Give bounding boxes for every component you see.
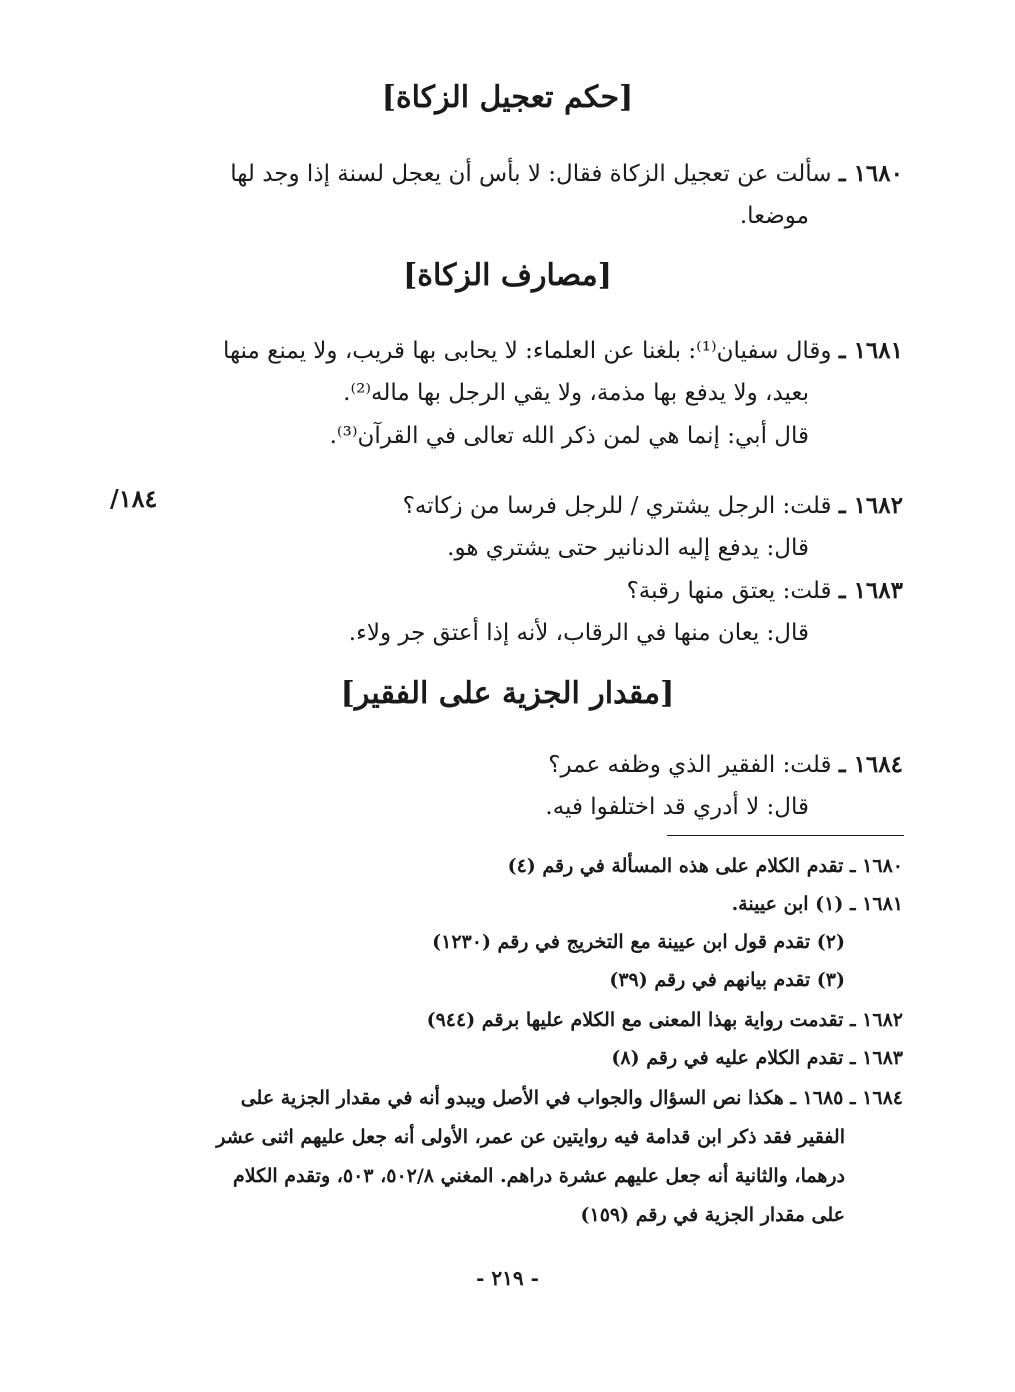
margin-page-reference: ١٨٤/	[110, 484, 158, 513]
heading-zakat-advance: [حكم تعجيل الزكاة]	[381, 80, 634, 115]
footnote-1684-line2: الفقير فقد ذكر ابن قدامة فيه روايتين عن عمر، الأولى أنه جعل عليهم اثنى عشر	[216, 1126, 845, 1148]
footnote-1681-1: ١٦٨١ ـ (١) ابن عيينة.	[731, 893, 903, 915]
heading-jizya-poor: [مقدار الجزية على الفقير]	[340, 676, 675, 711]
footnote-1684-line1: ١٦٨٤ ـ ١٦٨٥ ـ هكذا نص السؤال والجواب في الأصل ويبدو أنه في مقدار الجزية على	[240, 1087, 903, 1109]
entry-text: قلت: الفقير الذي وظفه عمر؟	[548, 752, 832, 778]
entry-1683-line2: قال: يعان منها في الرقاب، لأنه إذا أعتق جر ولاء.	[348, 620, 809, 646]
entry-text: قلت: الرجل يشتري / للرجل فرسا من زكاته؟	[402, 493, 832, 519]
entry-1681-line2: بعيد، ولا يدفع بها مذمة، ولا يقي الرجل بها ماله⁽²⁾.	[343, 380, 809, 406]
entry-1684-line1	[548, 743, 903, 787]
entry-number: ١٦٨١ ـ	[838, 337, 903, 364]
entry-text: قلت: يعتق منها رقبة؟	[626, 578, 832, 604]
entry-1682-line1	[403, 484, 903, 528]
footnote-1684-line3: درهما، والثانية أنه جعل عليهم عشرة دراهم. المغني ٥٠٢/٨، ٥٠٣، وتقدم الكلام	[233, 1165, 845, 1187]
entry-1680-line2: موضعا.	[739, 203, 809, 229]
footnote-1682: ١٦٨٢ ـ تقدمت رواية بهذا المعنى مع الكلام عليها برقم (٩٤٤)	[426, 1009, 903, 1031]
entry-1680-line1	[230, 152, 903, 196]
entry-number: ١٦٨٣ ـ	[838, 577, 903, 604]
footnote-1681-2: (٢) تقدم قول ابن عيينة مع التخريج في رقم (١٢٣٠)	[432, 931, 845, 953]
footnote-1680: ١٦٨٠ ـ تقدم الكلام على هذه المسألة في رقم (٤)	[507, 855, 903, 877]
entry-1681-line3: قال أبي: إنما هي لمن ذكر الله تعالى في القرآن⁽³⁾.	[329, 423, 809, 449]
entry-number: ١٦٨٢ ـ	[838, 492, 903, 519]
entry-number: ١٦٨٠ ـ	[838, 160, 903, 187]
footnote-1683: ١٦٨٣ ـ تقدم الكلام عليه في رقم (٨)	[611, 1047, 903, 1069]
entry-1681-line1	[223, 329, 903, 373]
entry-1684-line2: قال: لا أدري قد اختلفوا فيه.	[545, 794, 809, 820]
entry-text: سألت عن تعجيل الزكاة فقال: لا بأس أن يعجل لسنة إذا وجد لها	[230, 161, 832, 187]
page-number: - ٢١٩ -	[476, 1266, 539, 1290]
footnote-1684-line4: على مقدار الجزية في رقم (١٥٩)	[580, 1204, 845, 1226]
entry-1682-line2: قال: يدفع إليه الدنانير حتى يشتري هو.	[447, 535, 809, 561]
footnote-separator	[667, 835, 904, 836]
heading-zakat-recipients: [مصارف الزكاة]	[403, 258, 612, 293]
entry-number: ١٦٨٤ ـ	[838, 751, 903, 778]
footnote-1681-3: (٣) تقدم بيانهم في رقم (٣٩)	[609, 969, 845, 991]
entry-text: وقال سفيان⁽¹⁾: بلغنا عن العلماء: لا يحابى بها قريب، ولا يمنع منها	[222, 338, 832, 364]
entry-1683-line1	[627, 569, 903, 613]
